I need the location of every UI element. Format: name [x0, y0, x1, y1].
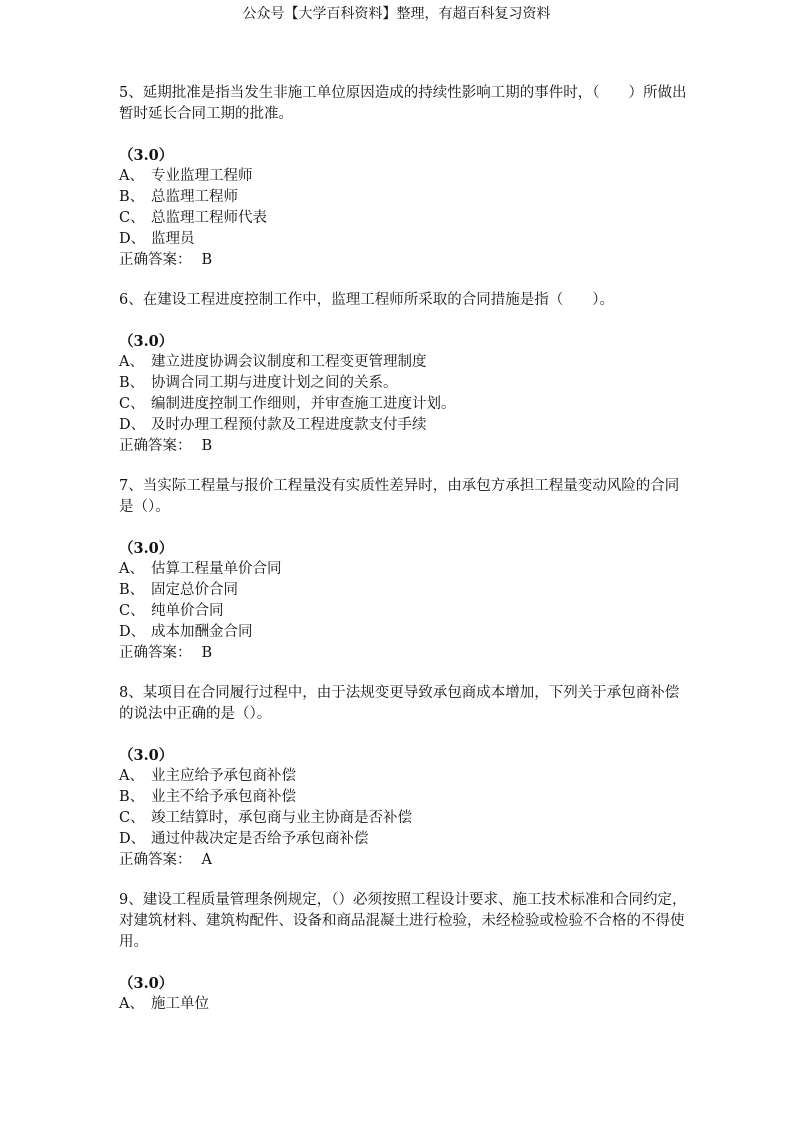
- option-b: [119, 187, 689, 208]
- option-letter: A、: [119, 561, 144, 577]
- option-text: 固定总价合同: [151, 582, 238, 598]
- option-text: 编制进度控制工作细则，并审查施工进度计划。: [151, 396, 456, 412]
- answer-value: B: [201, 645, 213, 661]
- option-text: 业主应给予承包商补偿: [151, 768, 296, 784]
- option-a: [119, 559, 689, 580]
- question-stem: 6、在建设工程进度控制工作中，监理工程师所采取的合同措施是指（ ）。: [119, 292, 614, 308]
- question-list: [119, 83, 689, 1034]
- option-text: 监理员: [151, 231, 195, 247]
- question-6: [119, 290, 689, 457]
- question-9: [119, 890, 689, 1015]
- option-letter: C、: [119, 396, 145, 412]
- question-score: （3.0）: [119, 975, 174, 992]
- option-d: [119, 415, 689, 436]
- option-letter: A、: [119, 996, 144, 1012]
- question-stem: 5、延期批准是指当发生非施工单位原因造成的持续性影响工期的事件时，（ ）所做出暂时延长合同工期的批准。: [119, 85, 687, 122]
- answer-label: 正确答案：: [119, 252, 192, 268]
- option-c: [119, 808, 689, 829]
- option-letter: D、: [119, 831, 146, 847]
- question-score: （3.0）: [119, 747, 174, 764]
- option-letter: A、: [119, 768, 144, 784]
- answer-value: B: [201, 438, 213, 454]
- option-text: 协调合同工期与进度计划之间的关系。: [151, 375, 398, 391]
- option-letter: D、: [119, 231, 146, 247]
- answer-value: A: [201, 852, 212, 868]
- option-b: [119, 580, 689, 601]
- option-a: [119, 994, 689, 1015]
- option-d: [119, 829, 689, 850]
- answer-label: 正确答案：: [119, 645, 192, 661]
- option-c: [119, 394, 689, 415]
- option-c: [119, 601, 689, 622]
- question-stem: 8、某项目在合同履行过程中，由于法规变更导致承包商成本增加，下列关于承包商补偿的说法中正确的是（）。: [119, 685, 680, 722]
- option-letter: C、: [119, 603, 145, 619]
- option-letter: B、: [119, 375, 145, 391]
- question-stem: 7、当实际工程量与报价工程量没有实质性差异时，由承包方承担工程量变动风险的合同是（）。: [119, 478, 680, 515]
- option-letter: B、: [119, 582, 145, 598]
- option-letter: D、: [119, 417, 146, 433]
- page-header: 公众号【大学百科资料】整理，有超百科复习资料: [242, 6, 551, 22]
- option-a: [119, 766, 689, 787]
- option-b: [119, 373, 689, 394]
- correct-answer: [119, 436, 689, 457]
- option-text: 业主不给予承包商补偿: [151, 789, 296, 805]
- correct-answer: [119, 850, 689, 871]
- option-d: [119, 229, 689, 250]
- option-letter: D、: [119, 624, 146, 640]
- option-letter: A、: [119, 168, 144, 184]
- question-5: [119, 83, 689, 271]
- option-text: 及时办理工程预付款及工程进度款支付手续: [151, 417, 427, 433]
- correct-answer: [119, 643, 689, 664]
- correct-answer: [119, 250, 689, 271]
- option-letter: A、: [119, 354, 144, 370]
- option-a: [119, 166, 689, 187]
- question-score: （3.0）: [119, 333, 174, 350]
- answer-label: 正确答案：: [119, 852, 192, 868]
- answer-value: B: [201, 252, 213, 268]
- option-c: [119, 208, 689, 229]
- option-text: 通过仲裁决定是否给予承包商补偿: [151, 831, 369, 847]
- answer-label: 正确答案：: [119, 438, 192, 454]
- option-letter: B、: [119, 789, 145, 805]
- option-text: 建立进度协调会议制度和工程变更管理制度: [151, 354, 427, 370]
- option-text: 专业监理工程师: [151, 168, 253, 184]
- option-letter: B、: [119, 189, 145, 205]
- question-score: （3.0）: [119, 540, 174, 557]
- option-a: [119, 352, 689, 373]
- option-text: 总监理工程师代表: [151, 210, 267, 226]
- question-8: [119, 683, 689, 871]
- question-7: [119, 476, 689, 664]
- option-letter: C、: [119, 210, 145, 226]
- option-text: 估算工程量单价合同: [151, 561, 282, 577]
- question-stem: 9、建设工程质量管理条例规定，（）必须按照工程设计要求、施工技术标准和合同约定，对建筑材料、建筑构配件、设备和商品混凝土进行检验，未经检验或检验不合格的不得使用。: [119, 892, 687, 950]
- option-text: 总监理工程师: [151, 189, 238, 205]
- option-b: [119, 787, 689, 808]
- option-d: [119, 622, 689, 643]
- option-text: 竣工结算时，承包商与业主协商是否补偿: [151, 810, 412, 826]
- question-score: （3.0）: [119, 147, 174, 164]
- option-text: 施工单位: [151, 996, 209, 1012]
- option-text: 纯单价合同: [151, 603, 224, 619]
- option-letter: C、: [119, 810, 145, 826]
- option-text: 成本加酬金合同: [151, 624, 253, 640]
